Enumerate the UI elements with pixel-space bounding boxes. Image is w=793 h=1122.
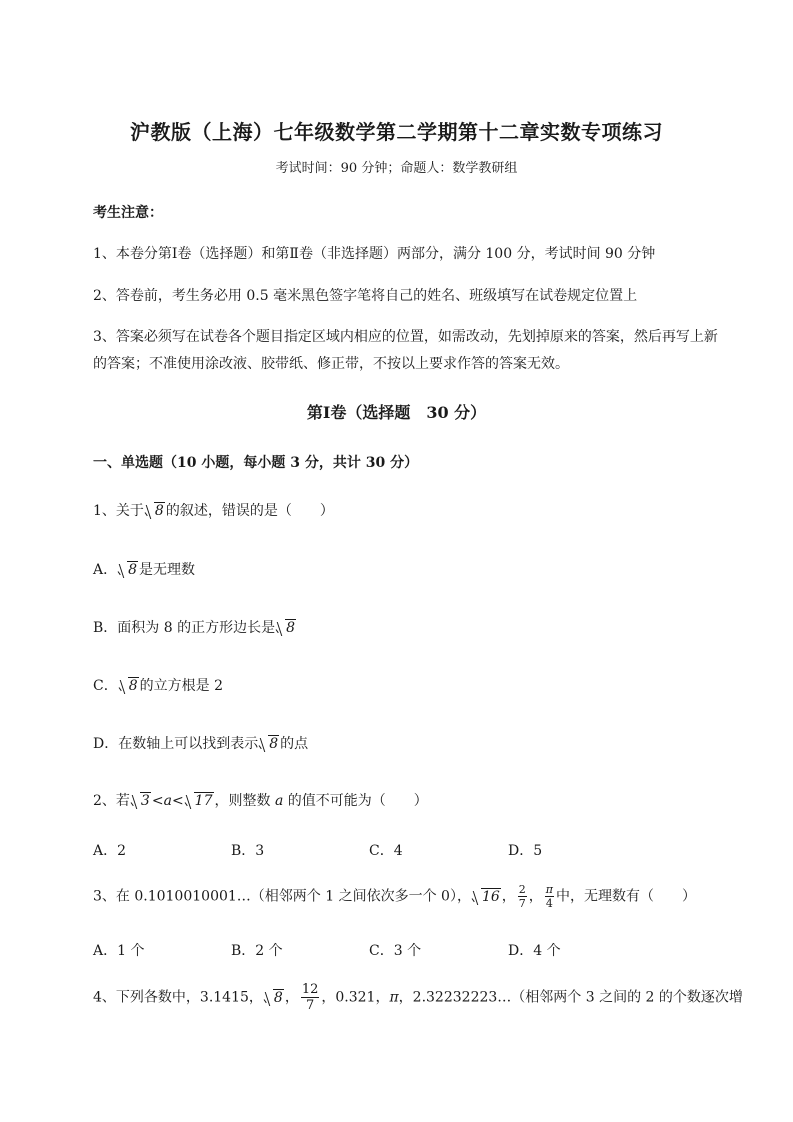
section-title: 第Ⅰ卷（选择题 30 分） (306, 403, 487, 422)
notice-item-3-cont: 的答案；不准使用涂改液、胶带纸、修正带，不按以上要求作答的答案无效。 (93, 356, 569, 372)
sqrt-symbol: 17 (185, 793, 214, 809)
notice-item-3: 3、答案必须写在试卷各个题目指定区域内相应的位置，如需改动，先划掉原来的答案，然后再写上新 (93, 329, 718, 345)
sqrt-symbol: 8 (145, 503, 165, 519)
question-4: 4、下列各数中，3.1415， 8 ， $\frac{12}{7}$ ，0.321，π，2.32232223…（相邻两个 3 之间的 2 的个数逐次增 (93, 982, 743, 1013)
q2-option-d[interactable]: D．5 (508, 843, 543, 859)
q1-option-a[interactable]: A． 8 是无理数 (93, 562, 196, 578)
fraction-2-7: $\frac{2}{7}$ (518, 883, 526, 910)
notice-item-2: 2、答卷前，考生务必用 0.5 毫米黑色签字笔将自己的姓名、班级填写在试卷规定位置上 (93, 288, 638, 304)
q2-option-c[interactable]: C．4 (369, 843, 403, 859)
fraction-pi-4: $\frac{\pi}{4}$ (545, 883, 554, 910)
q2-option-b[interactable]: B．3 (231, 843, 265, 859)
q1-option-d[interactable]: D．在数轴上可以找到表示 8 的点 (93, 736, 309, 752)
notice-heading: 考生注意： (93, 205, 163, 221)
q3-option-a[interactable]: A．1 个 (93, 943, 145, 959)
question-2: 2、若 3 <a< 17 ，则整数 a 的值不可能为（ ） (93, 793, 428, 809)
sqrt-symbol: 8 (264, 990, 284, 1006)
q3-option-d[interactable]: D．4 个 (508, 943, 561, 959)
sqrt-symbol: 3 (131, 793, 151, 809)
q1-option-b[interactable]: B．面积为 8 的正方形边长是 8 (93, 620, 296, 636)
question-1: 1、关于 8 的叙述，错误的是（ ） (93, 503, 334, 519)
sqrt-symbol: 8 (259, 736, 279, 752)
notice-item-1: 1、本卷分第Ⅰ卷（选择题）和第Ⅱ卷（非选择题）两部分，满分 100 分，考试时间 90 分钟 (93, 246, 656, 262)
page-title: 沪教版（上海）七年级数学第二学期第十二章实数专项练习 (130, 120, 663, 144)
q2-option-a[interactable]: A．2 (93, 843, 127, 859)
exam-info: 考试时间：90 分钟；命题人：数学教研组 (275, 161, 518, 176)
sqrt-symbol: 16 (472, 889, 501, 905)
sqrt-symbol: 8 (276, 620, 296, 636)
question-3: 3、在 0.1010010001…（相邻两个 1 之间依次多一个 0）， 16 ， $\frac{2}{7}$ ， $\frac{\pi}{4}$ 中，无理数有（ ） (93, 883, 697, 910)
q3-option-c[interactable]: C．3 个 (369, 943, 422, 959)
sqrt-symbol: 8 (119, 678, 139, 694)
sqrt-symbol: 8 (118, 562, 138, 578)
q1-option-c[interactable]: C． 8 的立方根是 2 (93, 678, 223, 694)
fraction-12-7: $\frac{12}{7}$ (301, 982, 319, 1013)
q3-option-b[interactable]: B．2 个 (231, 943, 283, 959)
part-heading: 一、单选题（10 小题，每小题 3 分，共计 30 分） (93, 455, 419, 471)
